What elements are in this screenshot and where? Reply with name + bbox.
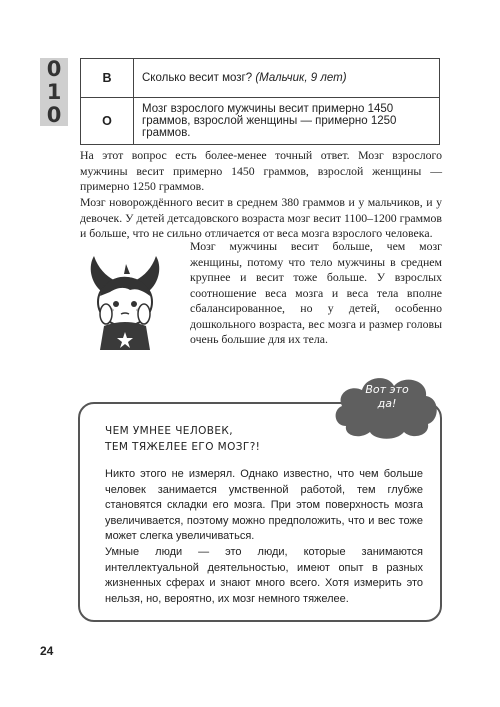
paragraph-intro: На этот вопрос есть более-менее точный ответ. Мозг взрослого мужчины весит примерно 1450 граммов, взрослой женщины — примерно 1250 граммов. xyxy=(80,148,442,193)
callout-title xyxy=(105,423,405,455)
qa-table xyxy=(80,58,440,145)
cloud-text-line: да! xyxy=(377,397,397,410)
question-number xyxy=(40,58,68,126)
question-number-digit: 1 xyxy=(46,80,62,104)
page-number: 24 xyxy=(40,644,54,658)
callout-title-line: ТЕМ ТЯЖЕЛЕЕ ЕГО МОЗГ?! xyxy=(105,441,261,453)
question-number-digit: 0 xyxy=(46,103,62,127)
answer-letter: О xyxy=(81,98,134,145)
question-cell xyxy=(134,59,440,98)
question-letter: В xyxy=(81,59,134,98)
question-text: Сколько весит мозг? xyxy=(142,72,253,84)
question-author: (Мальчик, 9 лет) xyxy=(255,72,347,84)
callout-paragraph: Умные люди — это люди, которые занимаются интеллектуальной деятельностью, имеют опыт в разных жизненных сферах и знают много всего. Хотя измерить это нельзя, но, вероятно, их мозг немного тяжелее. xyxy=(105,546,423,605)
cloud-text-line: Вот это xyxy=(365,383,409,396)
question-row xyxy=(81,59,440,98)
callout-paragraph: Никто этого не измерял. Однако известно, что чем больше человек занимается умственной работой, тем глубже становятся складки его мозга. При этом поверхность мозга увеличивается, поэтому можно предположить, что и вес тоже может слегка увеличиваться. xyxy=(105,468,423,542)
answer-text: Мозг взрослого мужчины весит примерно 1450 граммов, взрослой женщины — примерно 1250 граммов. xyxy=(134,98,440,145)
answer-row xyxy=(81,98,440,145)
mascot-illustration xyxy=(80,252,170,352)
question-number-digit: 0 xyxy=(46,57,62,81)
paragraph-newborn: Мозг новорождённого весит в среднем 380 граммов и у мальчиков, и у девочек. У детей детсадовского возраста мозг весит 1100–1200 граммов и больше, что не сильно отличается от веса мозга взрослого человека. xyxy=(80,195,442,240)
callout-title-line: ЧЕМ УМНЕЕ ЧЕЛОВЕК, xyxy=(105,425,234,437)
cloud-exclamation xyxy=(344,383,430,411)
paragraph-body-ratio: Мозг мужчины весит больше, чем мозг женщины, потому что тело мужчины в среднем крупнее и весит тоже больше. У взрослых соотношение веса мозга и веса тела вполне сбалансированное, но у детей, особенно дошкольного возраста, вес мозга и размер головы очень большие для их тела. xyxy=(190,239,442,346)
